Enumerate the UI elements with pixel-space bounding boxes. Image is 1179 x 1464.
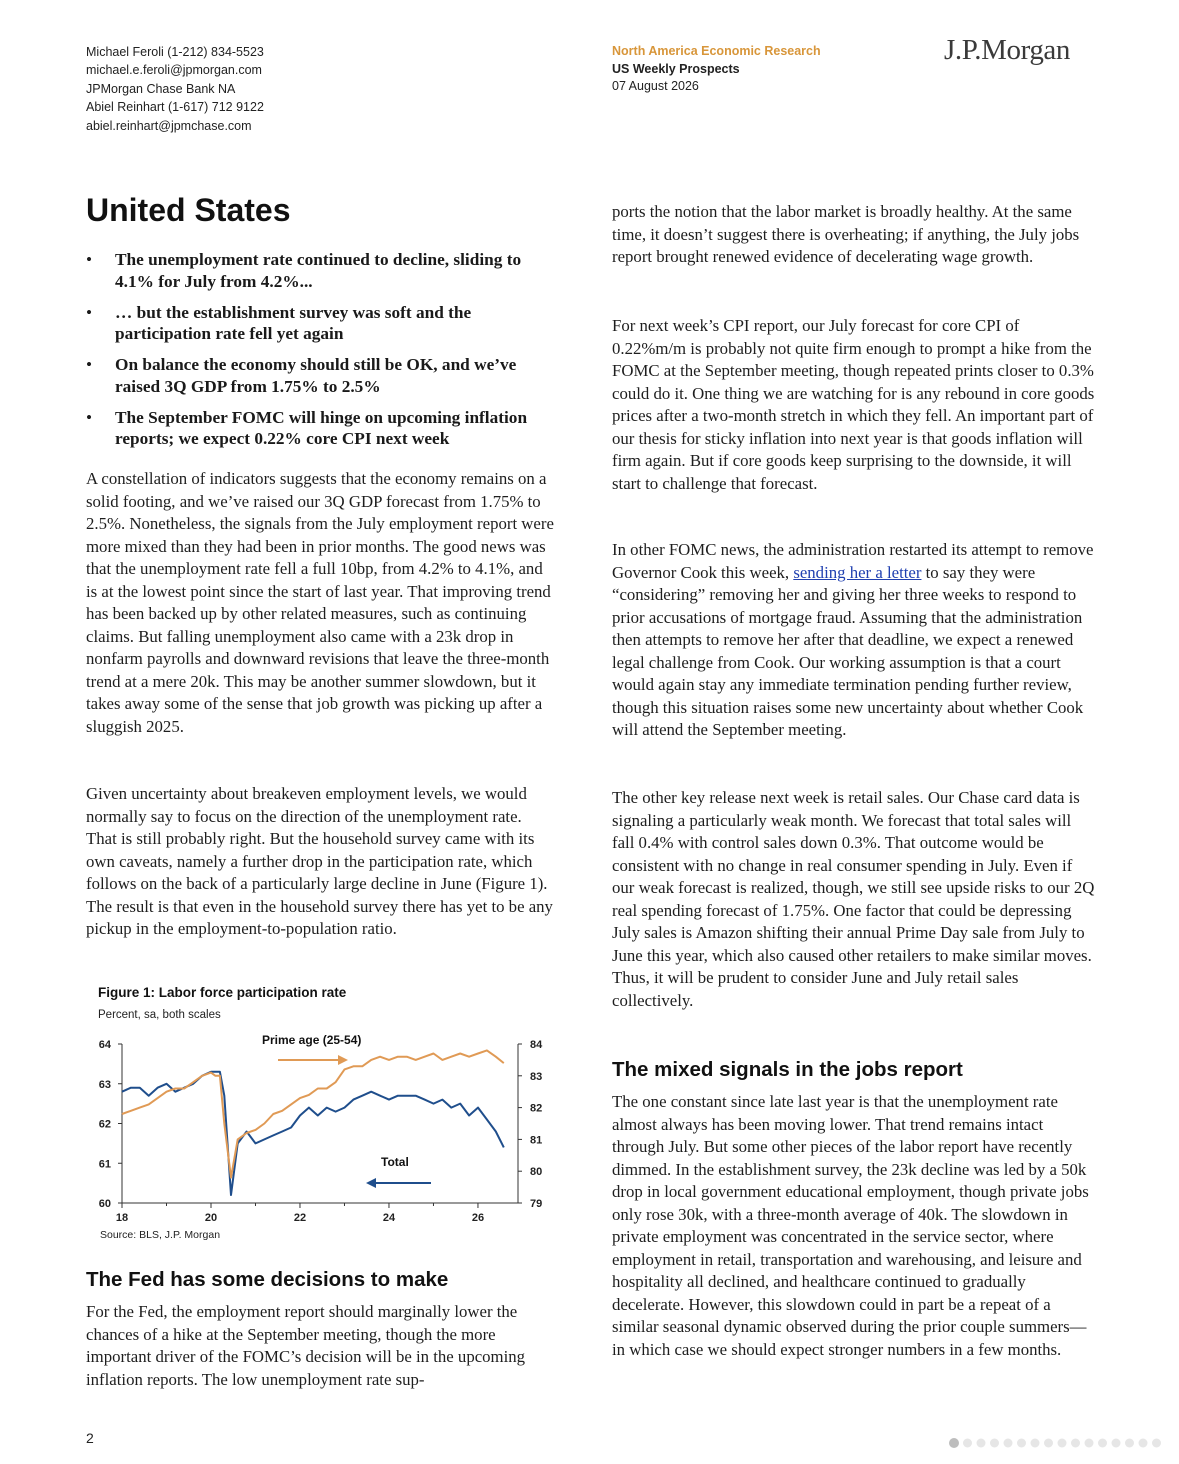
body-paragraph: For the Fed, the employment report should marginally lower the chances of a hike at the September meeting, though the more important driver of the FOMC’s decision will be in the upcoming inflation reports. The low unemployment rate sup-	[86, 1302, 526, 1389]
page-dot[interactable]	[1031, 1439, 1040, 1448]
bullet-icon: •	[86, 302, 93, 322]
paragraph-text: to say they were “considering” removing her and giving her three weeks to respond to prior accusations of mortgage fraud. Assuming that the administration then attempts to remove her after that deadline, we expect a renewed legal challenge from Cook. Our working assumption is that a court would again stay any immediate termination pending further review, though this situation raises some new uncertainty about whether Cook will attend the September meeting.	[612, 562, 1084, 739]
section-heading-jobs: The mixed signals in the jobs report	[612, 1058, 963, 1081]
key-point-text: The unemployment rate continued to decline, sliding to 4.1% for July from 4.2%...	[115, 250, 522, 291]
key-point	[86, 407, 556, 450]
figure-source: Source: BLS, J.P. Morgan	[100, 1229, 221, 1241]
body-paragraph: ports the notion that the labor market is broadly healthy. At the same time, it doesn’t suggest there is overheating; if anything, the July jobs report brought renewed evidence of decelerating wage growth.	[612, 202, 1080, 266]
x-tick-label: 22	[293, 1212, 307, 1224]
arrow-right-icon	[278, 1055, 348, 1065]
y-left-tick-label: 64	[98, 1039, 111, 1051]
chart-lines	[122, 1050, 504, 1195]
series-label-prime-age: Prime age (25-54)	[262, 1033, 362, 1047]
y-left-tick-label: 62	[98, 1118, 111, 1131]
y-right-tick-label: 80	[530, 1166, 543, 1179]
contact-line: Michael Feroli (1-212) 834-5523	[86, 45, 264, 59]
y-left-tick-label: 60	[98, 1198, 111, 1210]
page-dot[interactable]	[1152, 1439, 1161, 1448]
publication-date: 07 August 2026	[612, 79, 699, 93]
page-dot[interactable]	[1071, 1439, 1080, 1448]
key-point-text: On balance the economy should still be OK, and we’ve raised 3Q GDP from 1.75% to 2.5%	[115, 355, 517, 396]
arrow-left-icon	[366, 1178, 431, 1188]
page-dot[interactable]	[949, 1438, 959, 1448]
contact-line: Abiel Reinhart (1-617) 712 9122	[86, 100, 264, 115]
series-label-total: Total	[381, 1155, 409, 1169]
page-title: United States	[86, 192, 291, 228]
page-dot[interactable]	[1044, 1439, 1053, 1448]
key-point	[86, 302, 556, 345]
page-dot[interactable]	[1004, 1439, 1013, 1448]
body-paragraph: For next week’s CPI report, our July forecast for core CPI of 0.22%m/m is probably not quite firm enough to prompt a hike from the FOMC at the September meeting, though repeated prints closer to 0.3% could do it. One thing we are watching for is any rebound in core goods prices after a two-month stretch in which they fell. An important part of our thesis for sticky inflation into next year is that goods inflation will firm again. But if core goods keep surprising to the downside, it will start to challenge that forecast.	[612, 316, 1095, 493]
key-points-list	[86, 249, 556, 459]
body-paragraph: A constellation of indicators suggests that the economy remains on a solid footing, and we’ve raised our 3Q GDP forecast from 1.75% to 2.5%. Nonetheless, the signals from the July employment report were more mixed than they had been in prior months. The good news was that the unemployment rate fell a full 10bp, from 4.2% to 4.1%, and is at the lowest point since the start of last year. That improving trend has been backed up by other related measures, such as continuing claims. But falling unemployment also came with a 23k drop in nonfarm payrolls and downward revisions that leave the three-month trend at a mere 20k. This may be another summer slowdown, but it takes away some of the sense that job growth was picking up after a sluggish 2025.	[86, 469, 554, 736]
contact-line: JPMorgan Chase Bank NA	[86, 81, 236, 96]
x-tick-label: 20	[204, 1212, 218, 1224]
bullet-icon: •	[86, 355, 93, 374]
research-series: North America Economic Research	[612, 44, 821, 58]
page-dot[interactable]	[963, 1439, 972, 1448]
letter-link[interactable]: sending her a letter	[793, 562, 922, 582]
y-right-tick-label: 84	[530, 1039, 543, 1051]
key-point-text: … but the establishment survey was soft and the participation rate fell yet again	[115, 302, 472, 343]
page-dot[interactable]	[1112, 1439, 1121, 1448]
y-left-tick-label: 61	[98, 1158, 111, 1171]
series-line-total	[122, 1072, 504, 1195]
x-tick-label: 26	[471, 1212, 485, 1224]
body-paragraph	[612, 539, 1097, 742]
chart-axes	[99, 1039, 543, 1224]
x-tick-label: 24	[382, 1212, 396, 1224]
bullet-icon: •	[86, 250, 93, 269]
contact-line[interactable]: abiel.reinhart@jpmchase.com	[86, 118, 252, 133]
author-contacts	[86, 43, 264, 135]
page-dot[interactable]	[1017, 1439, 1026, 1448]
page-dot[interactable]	[1125, 1439, 1134, 1448]
page-number: 2	[86, 1430, 94, 1446]
contact-line[interactable]: michael.e.feroli@jpmorgan.com	[86, 63, 262, 78]
participation-rate-chart	[86, 1028, 566, 1228]
y-right-tick-label: 82	[530, 1102, 543, 1115]
page-dot[interactable]	[1085, 1439, 1094, 1448]
jpmorgan-logo: J.P.Morgan	[944, 34, 1070, 66]
body-paragraph: The one constant since late last year is that the unemployment rate almost always has been moving lower. That trend remains intact through July. But some other pieces of the labor report have recently dimmed. In the establishment survey, the 23k decline was led by a 50k drop in local government educational employment, though private jobs only rose 30k, with a three-month average of 40k. The slowdown in private employment was concentrated in the service sector, where employment in retail, transportation and warehousing, and leisure and hospitality all declined, and healthcare continued to gradually decelerate. However, this slowdown could in part be a repeat of a similar seasonal dynamic observed during the prior couple summers—in which case we should expect stronger numbers in a few months.	[612, 1092, 1089, 1359]
bullet-icon: •	[86, 407, 93, 427]
body-paragraph: Given uncertainty about breakeven employment levels, we would normally say to focus on the direction of the unemployment rate. That is still probably right. But the household survey came with its own caveats, namely a further drop in the participation rate, which follows on the back of a particularly large decline in June (Figure 1). The result is that even in the household survey there has yet to be any pickup in the employment-to-population ratio.	[86, 784, 553, 938]
y-right-tick-label: 79	[530, 1198, 543, 1210]
figure-title: Figure 1: Labor force participation rate	[98, 985, 347, 1000]
page-dot[interactable]	[1139, 1439, 1148, 1448]
paragraph-text: In other FOMC news, the administration restarted its attempt to remove Governor Cook this week,	[612, 540, 1094, 582]
x-tick-label: 18	[115, 1212, 129, 1224]
key-point-text: The September FOMC will hinge on upcoming inflation reports; we expect 0.22% core CPI next week	[115, 407, 528, 448]
section-heading-fed: The Fed has some decisions to make	[86, 1268, 449, 1291]
page-indicator-dots[interactable]	[946, 1432, 1172, 1454]
page-dot[interactable]	[977, 1439, 986, 1448]
page-dot[interactable]	[1058, 1439, 1067, 1448]
y-right-tick-label: 83	[530, 1070, 543, 1083]
page-dot[interactable]	[990, 1439, 999, 1448]
y-left-tick-label: 63	[98, 1078, 111, 1091]
y-right-tick-label: 81	[530, 1134, 543, 1147]
figure-subtitle: Percent, sa, both scales	[98, 1009, 221, 1021]
body-paragraph: The other key release next week is retail sales. Our Chase card data is signaling a particularly weak month. We forecast that total sales will fall 0.4% with control sales down 0.3%. That outcome would be consistent with no change in real consumer spending in July. Even if our weak forecast is realized, though, we still see upside risks to our 2Q real spending forecast of 1.75%. One factor that could be depressing July sales is Amazon shifting their annual Prime Day sale from July to June this year, which also caused other retailers to make similar moves. Thus, it will be prudent to consider June and July retail sales collectively.	[612, 788, 1095, 1010]
publication-name: US Weekly Prospects	[612, 61, 740, 76]
series-line-prime-age	[122, 1050, 504, 1177]
key-point	[86, 354, 556, 397]
key-point	[86, 249, 556, 292]
page-dot[interactable]	[1098, 1439, 1107, 1448]
report-info	[612, 43, 821, 96]
